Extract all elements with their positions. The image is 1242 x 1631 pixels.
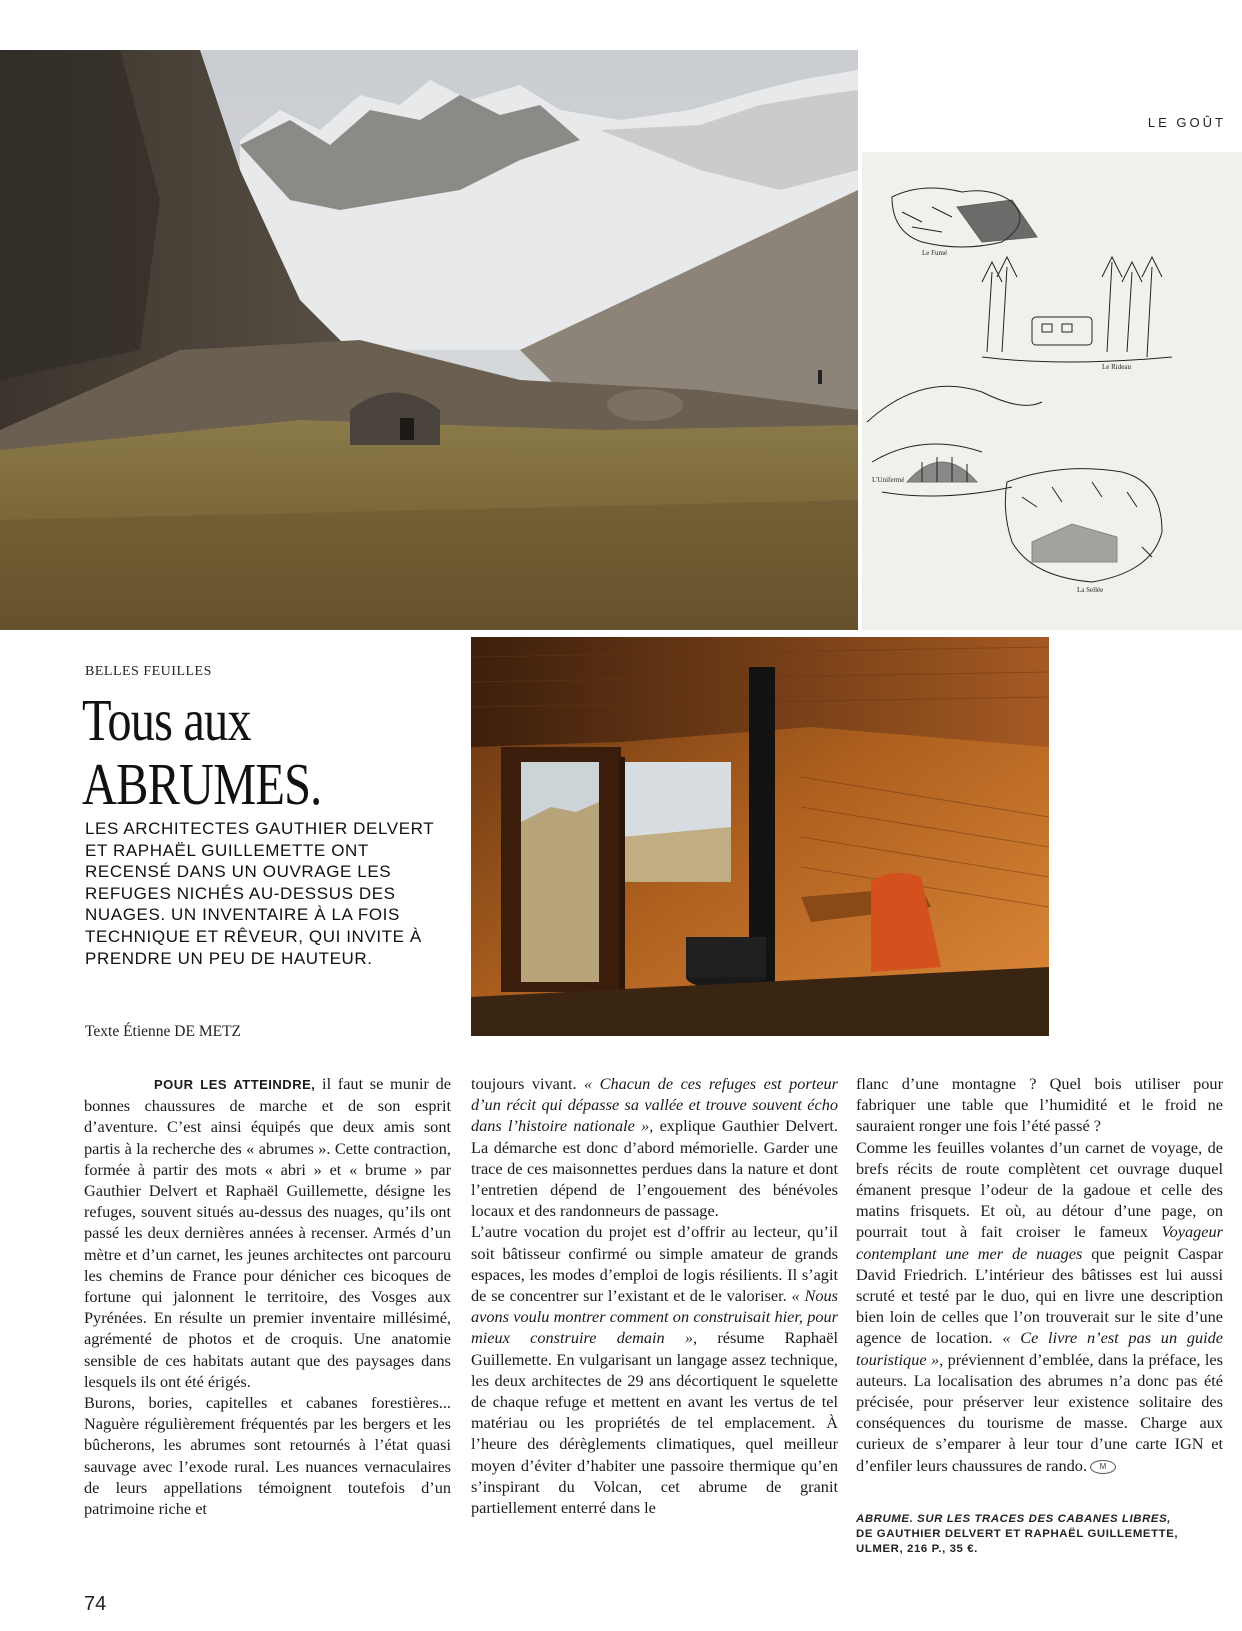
page-number: 74 xyxy=(84,1593,107,1615)
body-paragraph: toujours vivant. « Chacun de ces refuges est porteur d’un récit qui dépasse sa vallée et trouve souvent écho dans l’histoire nationale », explique Gauthier Delvert. La démarche est donc d’abord mémorielle. Garder une trace de ces maisonnettes perdues dans la nature et dont l’entretien dépend de l’engouement des bénévoles locaux et des randonneurs de passage. xyxy=(471,1074,838,1221)
byline: Texte Étienne DE METZ xyxy=(85,1023,242,1040)
sketch-label-4: La Sellée xyxy=(1077,586,1104,594)
quote: « Chacun de ces refuges est porteur d’un récit qui dépasse sa vallée et trouve souvent écho dans l’histoire nationale », xyxy=(471,1074,838,1136)
title-line-1: Tous aux xyxy=(82,687,251,753)
body-column-3 xyxy=(856,1073,1223,1476)
section-label: LE GOÛT xyxy=(1147,115,1226,130)
interior-photo-refuge xyxy=(471,637,1049,1036)
body-paragraph: Burons, bories, capitelles et cabanes forestières... Naguère régulièrement fréquentés par les bergers et les bûcherons, les abrumes sont retournés à l’état quasi sauvage avec l’exode rural. Les nuances vernaculaires de leurs appellations témoignent toutefois d’un patrimoine riche et xyxy=(84,1393,451,1519)
book-credit xyxy=(856,1512,1226,1557)
body-column-2 xyxy=(471,1073,838,1518)
sketch-plate xyxy=(862,152,1242,630)
book-publisher: ULMER, 216 P., 35 €. xyxy=(856,1543,978,1555)
body-paragraph: flanc d’une montagne ? Quel bois utiliser pour fabriquer une table que l’humidité et le froid ne sauraient ronger une fois l’été passé ? xyxy=(856,1074,1223,1136)
quote: « Nous avons voulu montrer comment on construisait hier, pour mieux construire demain », xyxy=(471,1286,838,1348)
end-mark-icon: M xyxy=(1090,1460,1116,1474)
body-column-1 xyxy=(84,1073,451,1519)
hero-photo-mountain-refuge xyxy=(0,50,858,630)
sketch-refuge-1 xyxy=(892,188,1037,247)
sketch-label-3: L'Unifermé xyxy=(872,476,905,484)
book-authors: DE GAUTHIER DELVERT ET RAPHAËL GUILLEMETTE, xyxy=(856,1528,1179,1540)
painting-title: Voyageur contemplant une mer de nuages xyxy=(856,1222,1223,1263)
quote: « Ce livre n’est pas un guide touristique », xyxy=(856,1328,1223,1369)
body-paragraph: L’autre vocation du projet est d’offrir au lecteur, qu’il soit bâtisseur confirmé ou simple amateur de grands espaces, les modes d’emploi de logis résilients. Il s’agit de se concentrer sur l’existant et de le valoriser. « Nous avons voulu montrer comment on construisait hier, pour mieux construire demain », résume Raphaël Guillemette. En vulgarisant un langage assez technique, les deux architectes de 29 ans décortiquent le squelette de chaque refuge et mettent en avant les vertus de tel matériau ou les propriétés de tel emplacement. À l’heure des dérèglements climatiques, quel meilleur moyen d’éviter d’habiter une passoire thermique qu’en s’inspirant du Volcan, cet abrume de granit partiellement enterré dans le xyxy=(471,1222,838,1518)
book-title: ABRUME. SUR LES TRACES DES CABANES LIBRES, xyxy=(856,1513,1172,1525)
article-title xyxy=(82,688,321,816)
kicker: BELLES FEUILLES xyxy=(85,664,212,679)
lead-in: POUR LES ATTEINDRE, xyxy=(154,1077,316,1092)
sketch-refuge-4 xyxy=(1005,469,1162,582)
sketch-label-1: Le Fumé xyxy=(922,249,948,257)
title-line-2: ABRUMES. xyxy=(82,751,322,817)
sketch-label-2: Le Rideau xyxy=(1102,363,1131,371)
sketch-refuge-2 xyxy=(982,257,1172,362)
body-paragraph: Comme les feuilles volantes d’un carnet de voyage, de brefs récits de route complètent cet ouvrage duquel émanent presque l’odeur de la gadoue et celle des matins frisquets. Et où, au détour d’une page, on pourrait tout à fait croiser le fameux Voyageur contemplant une mer de nuages que peignit Caspar David Friedrich. L’intérieur des bâtisses est lui aussi scruté et testé par le duo, qui en livre une description bien loin de celles que l’on trouverait sur le site d’une agence de location. « Ce livre n’est pas un guide touristique », préviennent d’emblée, dans la préface, les auteurs. La localisation des abrumes n’a donc pas été précisée, pour préserver leur existence solitaire des conséquences du tourisme de masse. Charge aux curieux de s’emparer à leur tour d’une carte IGN et d’enfiler leurs chaussures de rando. M xyxy=(856,1137,1223,1475)
standfirst: LES ARCHITECTES GAUTHIER DELVERT ET RAPHAËL GUILLEMETTE ONT RECENSÉ DANS UN OUVRAGE LES REFUGES NICHÉS AU-DESSUS DES NUAGES. UN INVENTAIRE À LA FOIS TECHNIQUE ET RÊVEUR, QUI INVITE À PRENDRE UN PEU DE HAUTEUR. xyxy=(85,819,434,968)
body-paragraph: POUR LES ATTEINDRE, il faut se munir de bonnes chaussures de marche et de son esprit d’aventure. C’est ainsi équipés que deux amis sont partis à la recherche des « abrumes ». Cette contraction, formée à partir des mots « abri » et « brume » par Gauthier Delvert et Raphaël Guillemette, désigne les refuges, souvent situés au-dessus des nuages, qu’ils ont passé les deux dernières années à recenser. Armés d’un mètre et d’un carnet, les jeunes architectes ont parcouru les chemins de France pour dénicher ces bicoques de fortune qui jalonnent le territoire, des Vosges aux Pyrénées. En résulte un premier inventaire millésimé, agrémenté de photos et de croquis. Une anatomie sensible de ces habitats autant que des paysages dans lesquels ils ont été érigés. xyxy=(84,1074,451,1391)
